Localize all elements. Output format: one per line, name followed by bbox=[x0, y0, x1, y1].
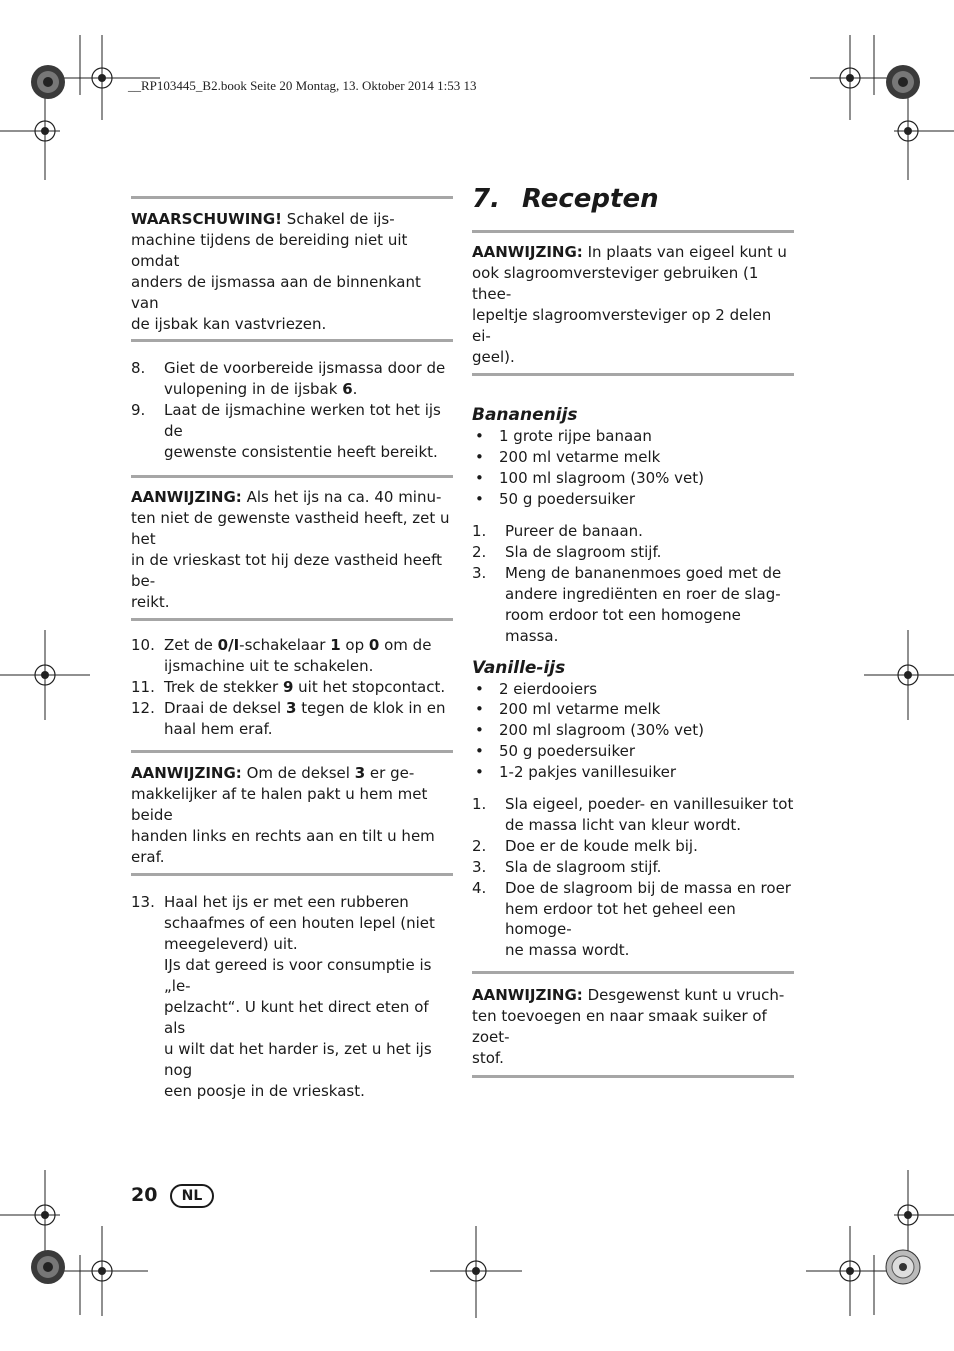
ref-number: 1 bbox=[330, 636, 341, 655]
step-number: 3. bbox=[472, 857, 487, 876]
steps-list bbox=[131, 358, 453, 463]
warning-box bbox=[131, 199, 453, 339]
ref-number: 0/I bbox=[217, 636, 240, 655]
list-item bbox=[131, 892, 453, 1101]
step-text: tegen de klok in en bbox=[296, 699, 446, 718]
step-number: 1. bbox=[472, 522, 487, 541]
ingredient: 50 g poedersuiker bbox=[499, 742, 636, 761]
note-line: In plaats van eigeel kunt u bbox=[582, 243, 787, 261]
list-item bbox=[131, 635, 453, 677]
warning-line: machine tijdens de bereiding niet uit omdat bbox=[131, 230, 408, 270]
warning-line: de ijsbak kan vastvriezen. bbox=[131, 314, 327, 333]
list-item bbox=[472, 679, 794, 700]
list-item bbox=[131, 358, 453, 400]
bullet: • bbox=[475, 427, 484, 446]
note-line: Als het ijs na ca. 40 minu- bbox=[241, 487, 442, 506]
ingredient: 200 ml slagroom (30% vet) bbox=[499, 721, 705, 740]
ingredient: 2 eierdooiers bbox=[499, 679, 598, 698]
step-text: Pureer de banaan. bbox=[505, 522, 643, 541]
ref-number: 0 bbox=[368, 636, 380, 655]
step-text: Giet de voorbereide ijsmassa door de bbox=[164, 359, 446, 378]
bullet: • bbox=[475, 763, 484, 782]
step-number: 2. bbox=[472, 542, 487, 561]
step-number: 11. bbox=[131, 678, 155, 697]
language-badge: NL bbox=[170, 1184, 214, 1208]
bullet: • bbox=[475, 469, 484, 488]
warning-label: WAARSCHUWING! bbox=[131, 210, 283, 228]
step-text: IJs dat gereed is voor consumptie is „le- bbox=[164, 956, 432, 996]
divider bbox=[472, 373, 794, 376]
step-number: 12. bbox=[131, 699, 155, 718]
right-column bbox=[472, 184, 794, 1078]
step-text: een poosje in de vrieskast. bbox=[164, 1081, 365, 1100]
step-text: uit het stopcontact. bbox=[293, 678, 446, 697]
note-box bbox=[472, 974, 794, 1075]
steps-list bbox=[472, 794, 794, 961]
note-line: in de vrieskast tot hij deze vastheid heeft be- bbox=[131, 550, 443, 590]
section-number: 7. bbox=[472, 184, 500, 214]
ingredient: 1 grote rijpe banaan bbox=[499, 427, 652, 446]
note-label: AANWIJZING: bbox=[472, 243, 583, 261]
step-text: vulopening in de ijsbak bbox=[164, 380, 343, 399]
note-label: AANWIJZING: bbox=[472, 986, 583, 1005]
note-line: stof. bbox=[472, 1049, 504, 1067]
steps-list bbox=[131, 892, 453, 1101]
note-line: reikt. bbox=[131, 592, 170, 611]
list-item bbox=[472, 794, 794, 836]
list-item bbox=[472, 468, 794, 489]
note-line: Desgewenst kunt u vruch- bbox=[582, 986, 785, 1005]
bullet: • bbox=[475, 448, 484, 467]
step-text: haal hem eraf. bbox=[164, 720, 273, 739]
divider bbox=[131, 873, 453, 876]
note-line: ten toevoegen en naar smaak suiker of zoet- bbox=[472, 1007, 767, 1047]
step-text: om de bbox=[379, 636, 432, 655]
note-line: geel). bbox=[472, 347, 515, 366]
note-line: makkelijker af te halen pakt u hem met beide bbox=[131, 784, 428, 824]
step-text: Sla de slagroom stijf. bbox=[505, 542, 662, 561]
left-column bbox=[131, 196, 453, 1102]
note-box bbox=[131, 753, 453, 874]
divider bbox=[472, 1075, 794, 1078]
list-item bbox=[131, 698, 453, 740]
step-number: 13. bbox=[131, 893, 155, 912]
list-item bbox=[131, 400, 453, 463]
note-line: Om de deksel bbox=[241, 763, 355, 782]
ref-number: 3 bbox=[354, 763, 366, 782]
bullet: • bbox=[475, 700, 484, 719]
list-item bbox=[472, 542, 794, 563]
ref-number: 3 bbox=[285, 699, 297, 718]
list-item bbox=[472, 563, 794, 647]
divider bbox=[131, 339, 453, 342]
step-text: op bbox=[340, 636, 369, 655]
step-text: Haal het ijs er met een rubberen bbox=[164, 893, 409, 912]
steps-list bbox=[472, 521, 794, 646]
list-item bbox=[472, 878, 794, 962]
ingredient: 200 ml vetarme melk bbox=[499, 700, 661, 719]
ref-number: 9 bbox=[282, 678, 294, 697]
step-number: 2. bbox=[472, 836, 487, 855]
file-header: __RP103445_B2.book Seite 20 Montag, 13. Oktober 2014 1:53 13 bbox=[128, 78, 477, 93]
step-number: 4. bbox=[472, 878, 487, 897]
step-text: Doe de slagroom bij de massa en roer bbox=[505, 878, 791, 897]
step-text: room erdoor tot een homogene massa. bbox=[505, 605, 741, 645]
step-text: . bbox=[352, 380, 358, 399]
section-heading bbox=[472, 184, 794, 214]
note-line: ten niet de gewenste vastheid heeft, zet u het bbox=[131, 508, 450, 548]
step-text: de massa licht van kleur wordt. bbox=[505, 815, 742, 834]
note-line: er ge- bbox=[365, 763, 415, 782]
step-text: Meng de bananenmoes goed met de bbox=[505, 563, 782, 582]
list-item bbox=[131, 677, 453, 698]
step-text: ne massa wordt. bbox=[505, 941, 630, 960]
list-item bbox=[472, 447, 794, 468]
step-text: Laat de ijsmachine werken tot het ijs de bbox=[164, 401, 441, 441]
step-number: 3. bbox=[472, 563, 487, 582]
step-text: andere ingrediënten en roer de slag- bbox=[505, 584, 781, 603]
step-text: gewenste consistentie heeft bereikt. bbox=[164, 443, 438, 462]
ingredient: 50 g poedersuiker bbox=[499, 490, 636, 509]
bullet: • bbox=[475, 742, 484, 761]
list-item bbox=[472, 741, 794, 762]
note-label: AANWIJZING: bbox=[131, 763, 242, 782]
ref-number: 6 bbox=[342, 380, 353, 399]
list-item bbox=[472, 836, 794, 857]
note-box bbox=[472, 233, 794, 373]
step-text: u wilt dat het harder is, zet u het ijs nog bbox=[164, 1039, 432, 1079]
step-text: Sla de slagroom stijf. bbox=[505, 857, 662, 876]
step-text: meegeleverd) uit. bbox=[164, 935, 298, 954]
note-line: handen links en rechts aan en tilt u hem eraf. bbox=[131, 826, 435, 866]
note-box bbox=[131, 478, 453, 618]
step-number: 9. bbox=[131, 401, 146, 420]
page-number: 20 bbox=[131, 1184, 158, 1206]
list-item bbox=[472, 762, 794, 783]
list-item bbox=[472, 426, 794, 447]
step-text: pelzacht“. U kunt het direct eten of als bbox=[164, 998, 429, 1037]
note-label: AANWIJZING: bbox=[131, 487, 242, 506]
step-text: ijsmachine uit te schakelen. bbox=[164, 657, 374, 676]
list-item bbox=[472, 521, 794, 542]
page-title: Recepten bbox=[522, 184, 659, 214]
divider bbox=[131, 618, 453, 621]
ingredient: 100 ml slagroom (30% vet) bbox=[499, 469, 705, 488]
list-item bbox=[472, 857, 794, 878]
step-number: 8. bbox=[131, 359, 146, 378]
ingredient-list bbox=[472, 679, 794, 784]
bullet: • bbox=[475, 721, 484, 740]
step-text: Sla eigeel, poeder- en vanillesuiker tot bbox=[505, 795, 794, 814]
step-text: schaafmes of een houten lepel (niet bbox=[164, 914, 435, 933]
ingredient-list bbox=[472, 426, 794, 510]
note-line: lepeltje slagroomversteviger op 2 delen ei- bbox=[472, 305, 772, 345]
list-item bbox=[472, 699, 794, 720]
step-text: -schakelaar bbox=[239, 636, 331, 655]
step-text: hem erdoor tot het geheel een homoge- bbox=[505, 899, 736, 939]
step-text: Doe er de koude melk bij. bbox=[505, 836, 698, 855]
step-number: 10. bbox=[131, 636, 155, 655]
step-text: Draai de deksel bbox=[164, 699, 286, 718]
step-number: 1. bbox=[472, 795, 487, 814]
note-line: ook slagroomversteviger gebruiken (1 thee- bbox=[472, 263, 759, 303]
warning-line: Schakel de ijs- bbox=[282, 210, 395, 228]
recipe-title: Vanille-ijs bbox=[472, 657, 566, 678]
step-text: Zet de bbox=[164, 636, 218, 655]
ingredient: 1-2 pakjes vanillesuiker bbox=[499, 763, 676, 782]
step-text: Trek de stekker bbox=[164, 678, 283, 697]
warning-line: anders de ijsmassa aan de binnenkant van bbox=[131, 272, 421, 312]
recipe-title: Bananenijs bbox=[472, 405, 578, 426]
ingredient: 200 ml vetarme melk bbox=[499, 448, 661, 467]
list-item bbox=[472, 720, 794, 741]
steps-list bbox=[131, 635, 453, 740]
bullet: • bbox=[475, 490, 484, 509]
bullet: • bbox=[475, 679, 484, 698]
list-item bbox=[472, 489, 794, 510]
